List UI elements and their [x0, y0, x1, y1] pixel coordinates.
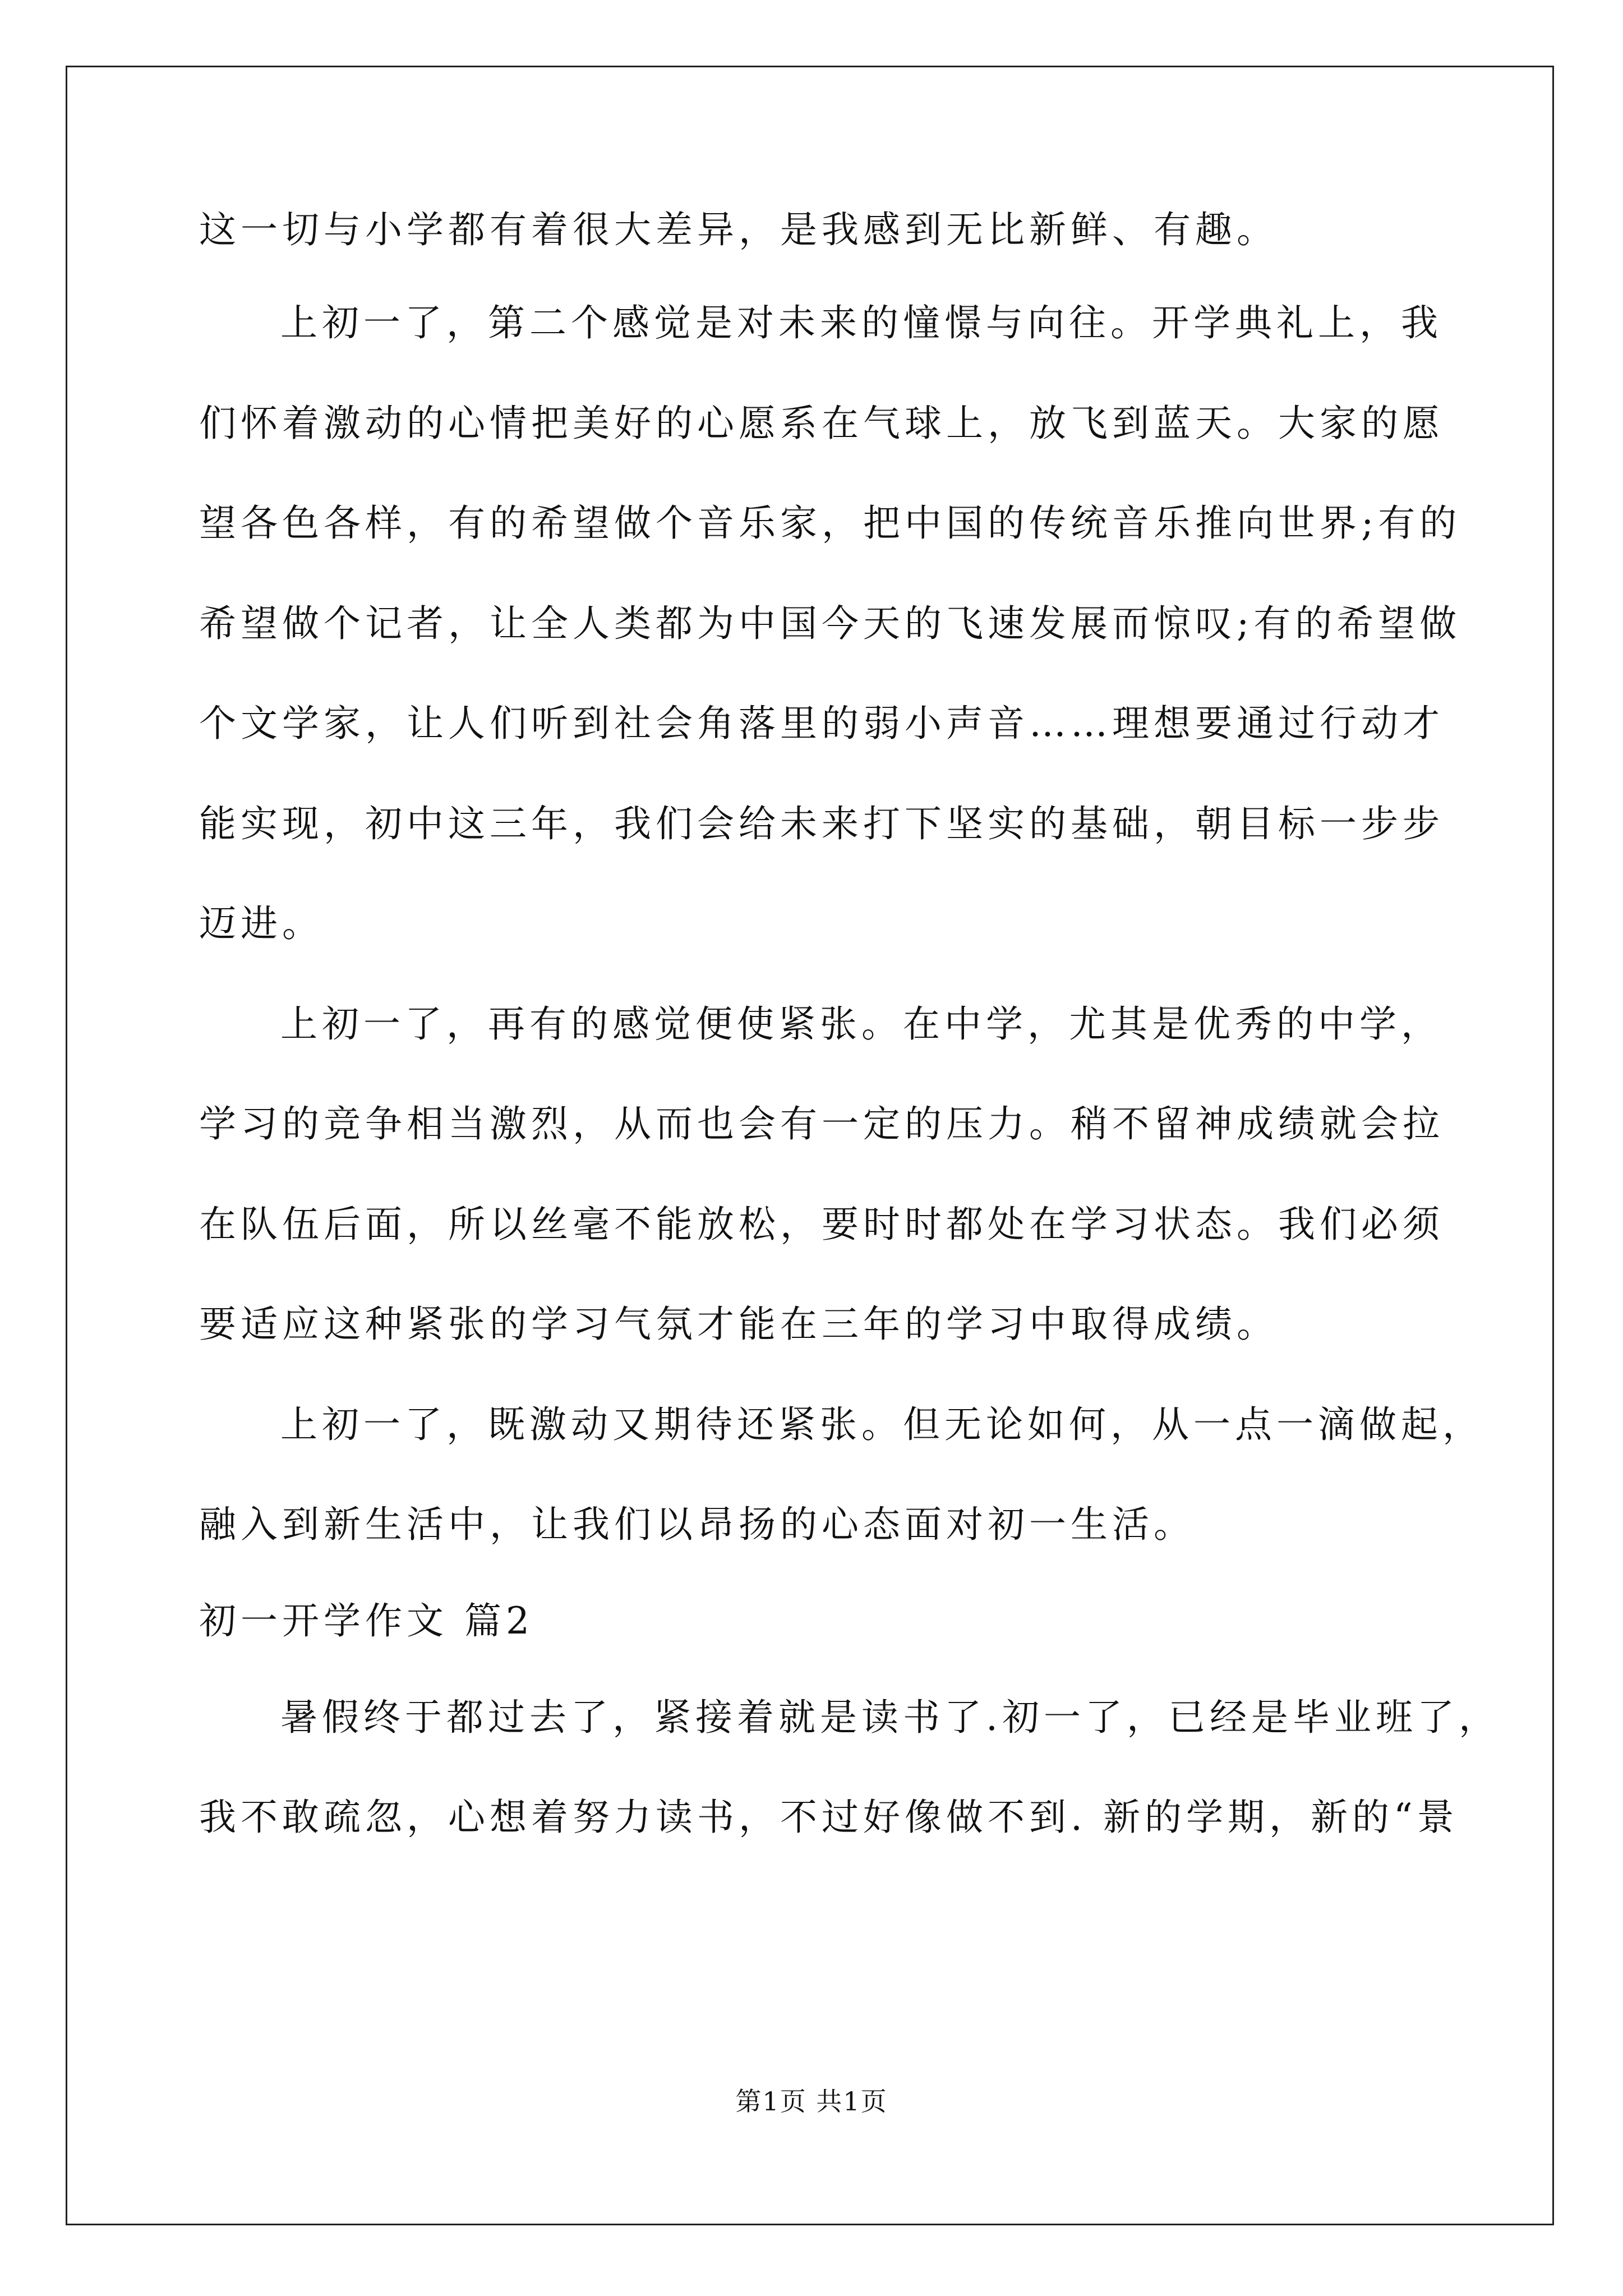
text-line: 希望做个记者，让全人类都为中国今天的飞速发展而惊叹;有的希望做	[199, 602, 1461, 645]
text-line: 学习的竞争相当激烈，从而也会有一定的压力。稍不留神成绩就会拉	[199, 1102, 1444, 1145]
text-line: 上初一了，再有的感觉便使紧张。在中学，尤其是优秀的中学，	[280, 1002, 1442, 1046]
text-line: 个文学家，让人们听到社会角落里的弱小声音……理想要通过行动才	[199, 702, 1444, 745]
text-line: 要适应这种紧张的学习气氛才能在三年的学习中取得成绩。	[199, 1303, 1278, 1346]
text-line: 这一切与小学都有着很大差异，是我感到无比新鲜、有趣。	[199, 208, 1278, 251]
text-line: 们怀着激动的心情把美好的心愿系在气球上，放飞到蓝天。大家的愿	[199, 402, 1444, 445]
text-line: 能实现，初中这三年，我们会给未来打下坚实的基础，朝目标一步步	[199, 802, 1444, 845]
section-heading: 初一开学作文 篇2	[199, 1599, 534, 1642]
text-line: 上初一了，既激动又期待还紧张。但无论如何，从一点一滴做起，	[280, 1403, 1484, 1446]
text-line: 上初一了，第二个感觉是对未来的憧憬与向往。开学典礼上，我	[280, 301, 1442, 344]
page-number: 第1页 共1页	[735, 2086, 888, 2116]
text-line: 迈进。	[199, 902, 324, 945]
text-line: 我不敢疏忽，心想着努力读书，不过好像做不到. 新的学期，新的“景	[199, 1796, 1459, 1839]
text-line: 望各色各样，有的希望做个音乐家，把中国的传统音乐推向世界;有的	[199, 501, 1461, 545]
text-line: 在队伍后面，所以丝毫不能放松，要时时都处在学习状态。我们必须	[199, 1203, 1444, 1246]
text-line: 暑假终于都过去了，紧接着就是读书了.初一了，已经是毕业班了，	[280, 1696, 1500, 1739]
text-line: 融入到新生活中，让我们以昂扬的心态面对初一生活。	[199, 1503, 1195, 1546]
